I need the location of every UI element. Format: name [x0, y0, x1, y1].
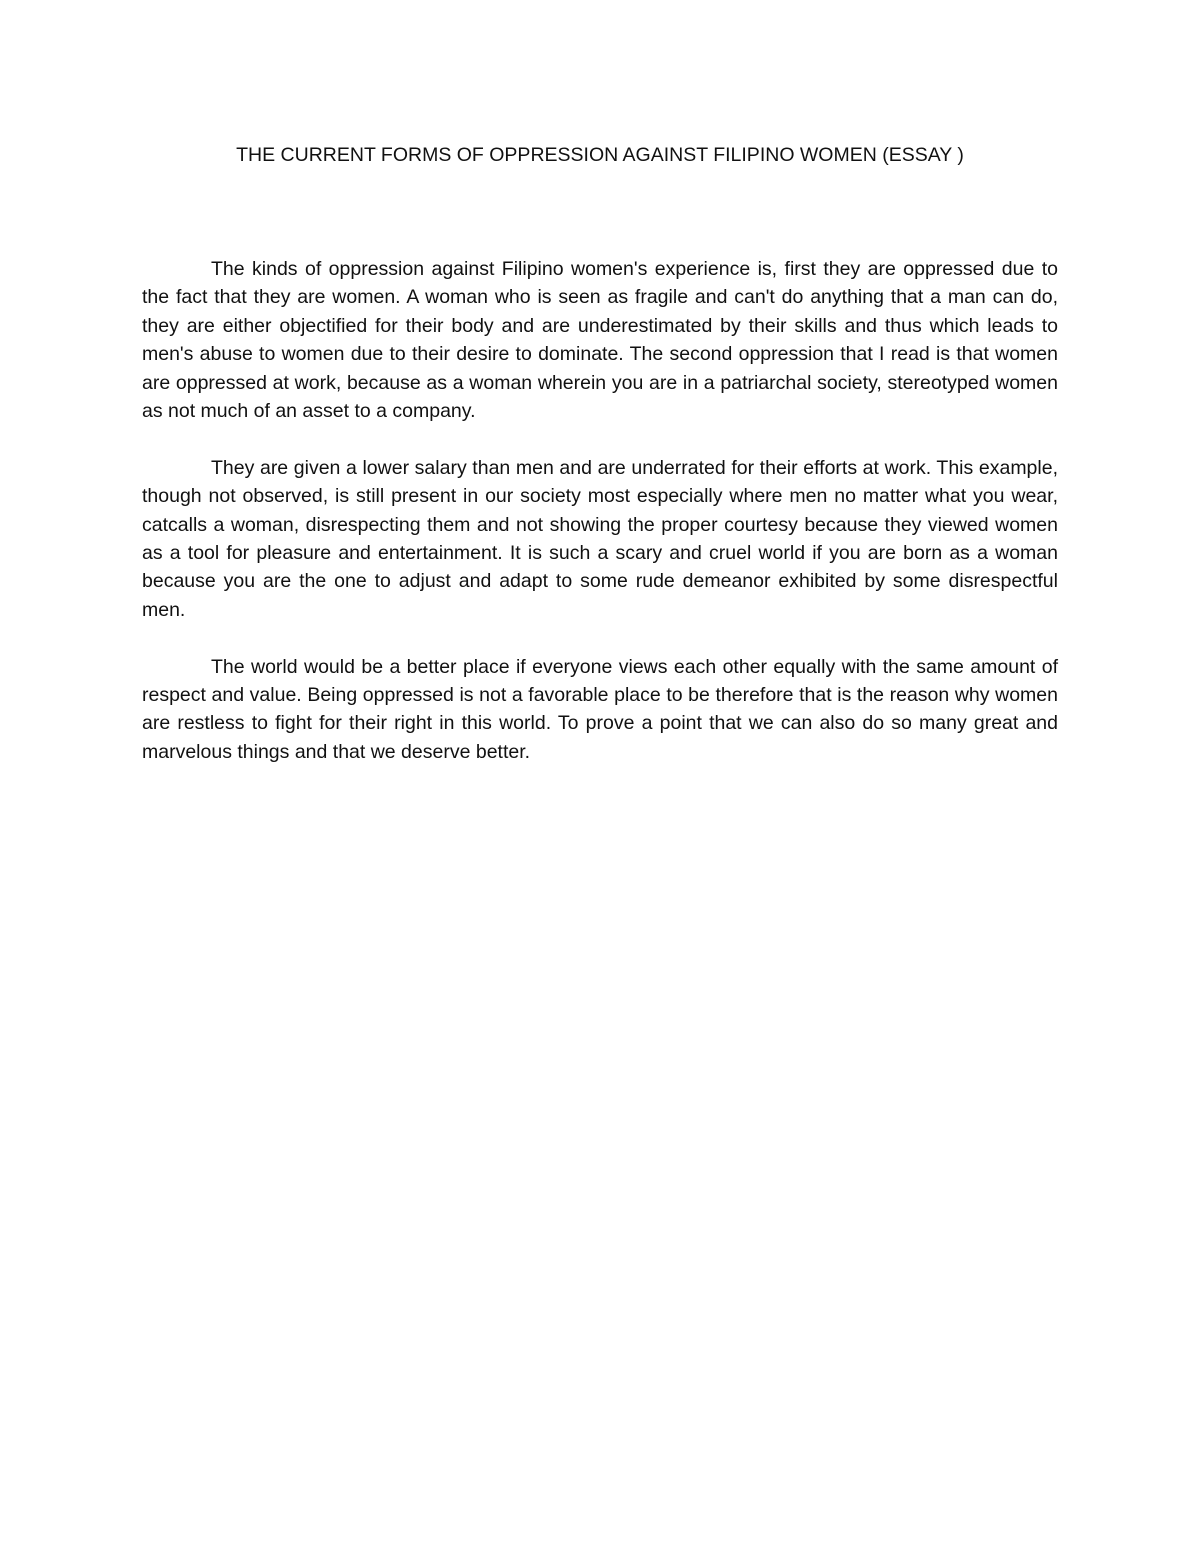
essay-body [142, 255, 1058, 795]
essay-paragraph-1: The kinds of oppression against Filipino women's experience is, first they are oppressed due to the fact that they are women. A woman who is seen as fragile and can't do anything that a man can do, they are either objectified for their body and are underestimated by their skills and thus which leads to men's abuse to women due to their desire to dominate. The second oppression that I read is that women are oppressed at work, because as a woman wherein you are in a patriarchal society, stereotyped women as not much of an asset to a company. [142, 258, 1058, 423]
essay-paragraph-3: The world would be a better place if everyone views each other equally with the same amount of respect and value. Being oppressed is not a favorable place to be therefore that is the reason why women are restless to fight for their right in this world. To prove a point that we can also do so many great and marvelous things and that we deserve better. [142, 655, 1058, 763]
essay-paragraph-2: They are given a lower salary than men and are underrated for their efforts at work. This example, though not observed, is still present in our society most especially where men no matter what you wear, catcalls a woman, disrespecting them and not showing the proper courtesy because they viewed women as a tool for pleasure and entertainment. It is such a scary and cruel world if you are born as a woman because you are the one to adjust and adapt to some rude demeanor exhibited by some disrespectful men. [142, 456, 1058, 621]
essay-title: THE CURRENT FORMS OF OPPRESSION AGAINST FILIPINO WOMEN (ESSAY ) [236, 144, 964, 166]
